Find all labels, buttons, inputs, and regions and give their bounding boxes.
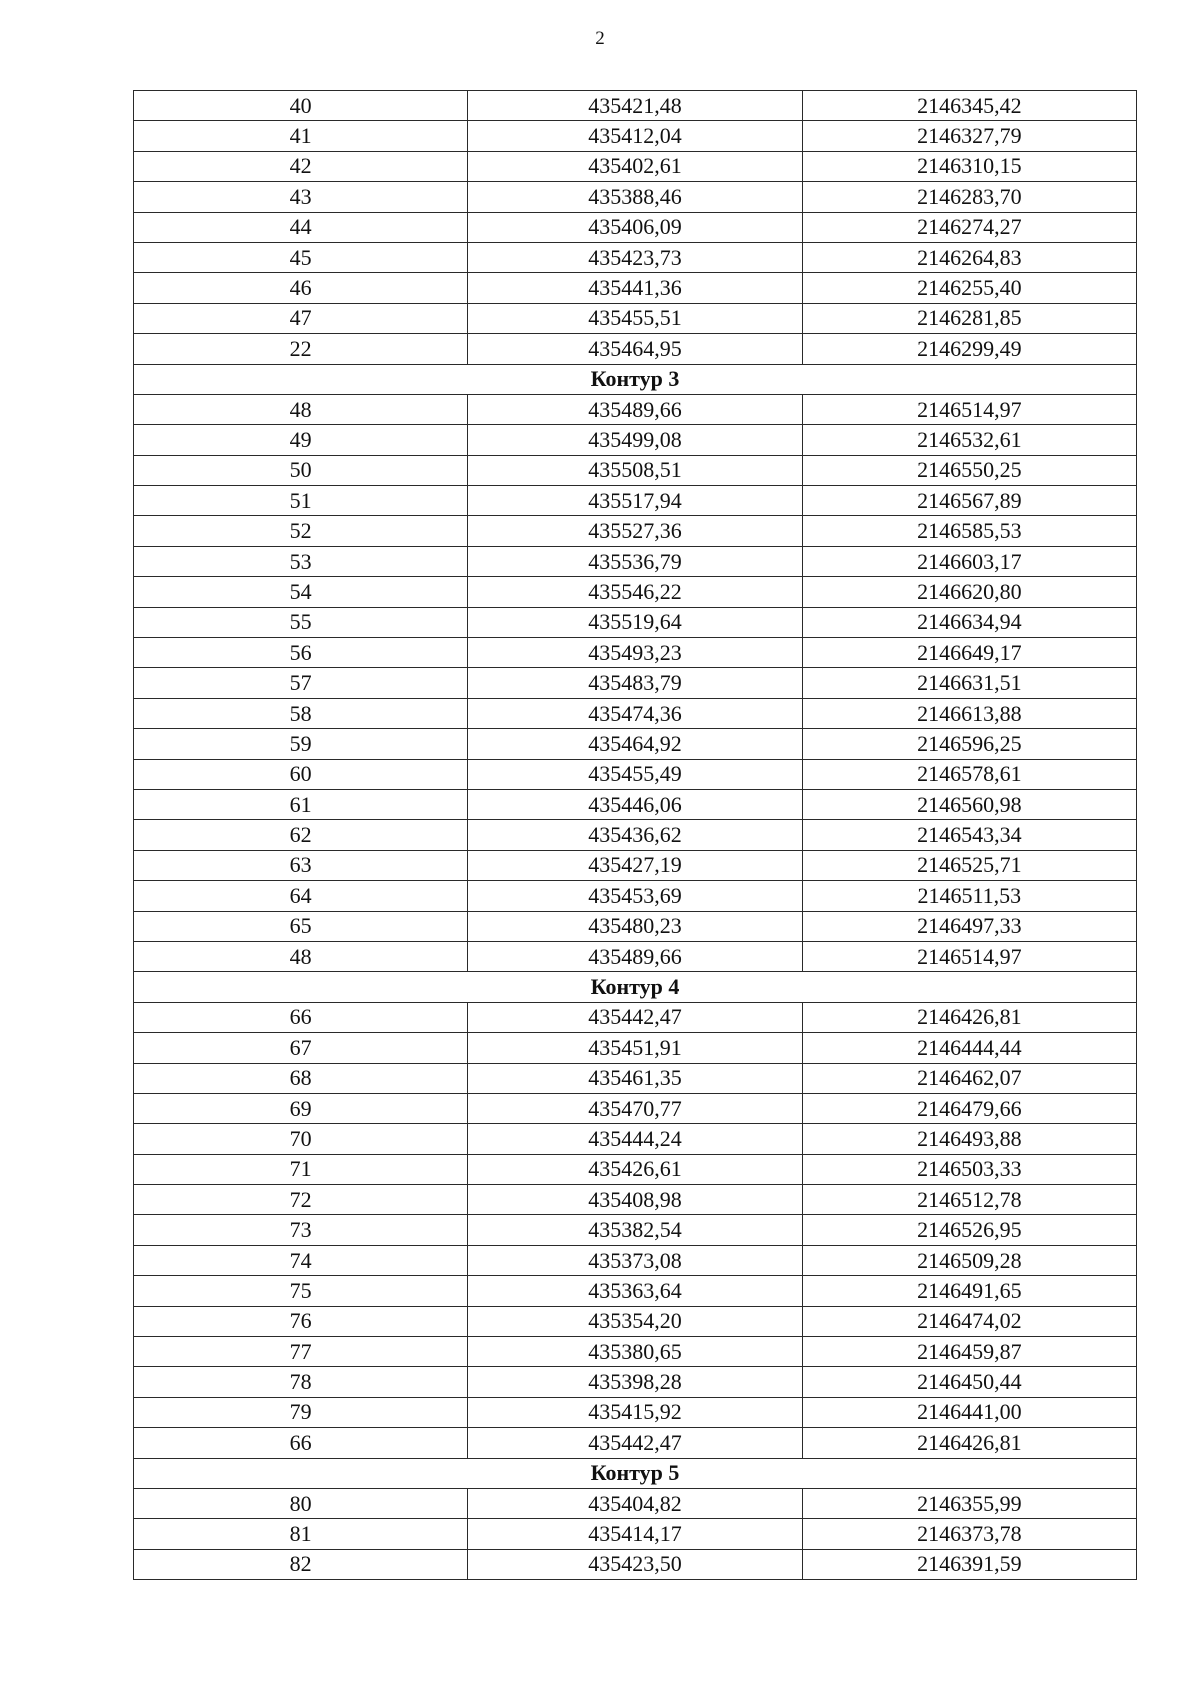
x-coordinate-cell: 435442,47 [468, 1002, 802, 1032]
x-coordinate-cell: 435421,48 [468, 91, 802, 121]
x-coordinate-cell: 435426,61 [468, 1154, 802, 1184]
table-row [134, 1519, 1137, 1549]
y-coordinate-cell: 2146283,70 [802, 182, 1136, 212]
table-row [134, 546, 1137, 576]
section-title: Контур 5 [134, 1458, 1137, 1488]
point-number-cell: 65 [134, 911, 468, 941]
point-number-cell: 52 [134, 516, 468, 546]
x-coordinate-cell: 435499,08 [468, 425, 802, 455]
y-coordinate-cell: 2146585,53 [802, 516, 1136, 546]
table-row [134, 1093, 1137, 1123]
table-row [134, 1154, 1137, 1184]
y-coordinate-cell: 2146274,27 [802, 212, 1136, 242]
x-coordinate-cell: 435451,91 [468, 1033, 802, 1063]
y-coordinate-cell: 2146255,40 [802, 273, 1136, 303]
point-number-cell: 49 [134, 425, 468, 455]
x-coordinate-cell: 435406,09 [468, 212, 802, 242]
x-coordinate-cell: 435546,22 [468, 577, 802, 607]
x-coordinate-cell: 435455,51 [468, 303, 802, 333]
y-coordinate-cell: 2146497,33 [802, 911, 1136, 941]
x-coordinate-cell: 435464,92 [468, 729, 802, 759]
table-row [134, 486, 1137, 516]
x-coordinate-cell: 435388,46 [468, 182, 802, 212]
x-coordinate-cell: 435415,92 [468, 1397, 802, 1427]
y-coordinate-cell: 2146543,34 [802, 820, 1136, 850]
point-number-cell: 50 [134, 455, 468, 485]
point-number-cell: 58 [134, 698, 468, 728]
point-number-cell: 73 [134, 1215, 468, 1245]
x-coordinate-cell: 435527,36 [468, 516, 802, 546]
x-coordinate-cell: 435446,06 [468, 789, 802, 819]
x-coordinate-cell: 435483,79 [468, 668, 802, 698]
point-number-cell: 41 [134, 121, 468, 151]
point-number-cell: 63 [134, 850, 468, 880]
y-coordinate-cell: 2146264,83 [802, 242, 1136, 272]
point-number-cell: 42 [134, 151, 468, 181]
table-row [134, 212, 1137, 242]
point-number-cell: 62 [134, 820, 468, 850]
table-row [134, 1549, 1137, 1579]
table-row [134, 698, 1137, 728]
table-row [134, 1033, 1137, 1063]
x-coordinate-cell: 435453,69 [468, 881, 802, 911]
table-row [134, 1306, 1137, 1336]
point-number-cell: 66 [134, 1428, 468, 1458]
y-coordinate-cell: 2146479,66 [802, 1093, 1136, 1123]
point-number-cell: 51 [134, 486, 468, 516]
point-number-cell: 45 [134, 242, 468, 272]
table-row [134, 151, 1137, 181]
point-number-cell: 48 [134, 941, 468, 971]
x-coordinate-cell: 435398,28 [468, 1367, 802, 1397]
y-coordinate-cell: 2146567,89 [802, 486, 1136, 516]
x-coordinate-cell: 435461,35 [468, 1063, 802, 1093]
y-coordinate-cell: 2146281,85 [802, 303, 1136, 333]
point-number-cell: 22 [134, 334, 468, 364]
y-coordinate-cell: 2146560,98 [802, 789, 1136, 819]
table-row [134, 1215, 1137, 1245]
point-number-cell: 71 [134, 1154, 468, 1184]
table-row [134, 1337, 1137, 1367]
y-coordinate-cell: 2146474,02 [802, 1306, 1136, 1336]
coordinates-table [133, 90, 1137, 1580]
table-row [134, 789, 1137, 819]
table-row [134, 820, 1137, 850]
x-coordinate-cell: 435464,95 [468, 334, 802, 364]
point-number-cell: 80 [134, 1488, 468, 1518]
x-coordinate-cell: 435493,23 [468, 638, 802, 668]
table-row [134, 1124, 1137, 1154]
x-coordinate-cell: 435517,94 [468, 486, 802, 516]
table-row [134, 607, 1137, 637]
point-number-cell: 56 [134, 638, 468, 668]
point-number-cell: 69 [134, 1093, 468, 1123]
table-row [134, 941, 1137, 971]
point-number-cell: 55 [134, 607, 468, 637]
table-row [134, 394, 1137, 424]
y-coordinate-cell: 2146426,81 [802, 1002, 1136, 1032]
table-row [134, 577, 1137, 607]
point-number-cell: 53 [134, 546, 468, 576]
table-row [134, 638, 1137, 668]
point-number-cell: 77 [134, 1337, 468, 1367]
y-coordinate-cell: 2146299,49 [802, 334, 1136, 364]
point-number-cell: 82 [134, 1549, 468, 1579]
y-coordinate-cell: 2146526,95 [802, 1215, 1136, 1245]
point-number-cell: 44 [134, 212, 468, 242]
x-coordinate-cell: 435442,47 [468, 1428, 802, 1458]
y-coordinate-cell: 2146355,99 [802, 1488, 1136, 1518]
x-coordinate-cell: 435423,50 [468, 1549, 802, 1579]
x-coordinate-cell: 435402,61 [468, 151, 802, 181]
y-coordinate-cell: 2146634,94 [802, 607, 1136, 637]
table-row [134, 425, 1137, 455]
x-coordinate-cell: 435489,66 [468, 941, 802, 971]
table-row [134, 1428, 1137, 1458]
point-number-cell: 74 [134, 1245, 468, 1275]
section-title: Контур 3 [134, 364, 1137, 394]
table-row [134, 1245, 1137, 1275]
y-coordinate-cell: 2146459,87 [802, 1337, 1136, 1367]
x-coordinate-cell: 435489,66 [468, 394, 802, 424]
table-row [134, 911, 1137, 941]
x-coordinate-cell: 435470,77 [468, 1093, 802, 1123]
x-coordinate-cell: 435444,24 [468, 1124, 802, 1154]
section-row [134, 1458, 1137, 1488]
point-number-cell: 57 [134, 668, 468, 698]
y-coordinate-cell: 2146373,78 [802, 1519, 1136, 1549]
y-coordinate-cell: 2146444,44 [802, 1033, 1136, 1063]
table-row [134, 668, 1137, 698]
point-number-cell: 67 [134, 1033, 468, 1063]
y-coordinate-cell: 2146514,97 [802, 941, 1136, 971]
x-coordinate-cell: 435380,65 [468, 1337, 802, 1367]
table-row [134, 1063, 1137, 1093]
y-coordinate-cell: 2146493,88 [802, 1124, 1136, 1154]
point-number-cell: 59 [134, 729, 468, 759]
table-row [134, 881, 1137, 911]
y-coordinate-cell: 2146310,15 [802, 151, 1136, 181]
x-coordinate-cell: 435423,73 [468, 242, 802, 272]
table-row [134, 1276, 1137, 1306]
x-coordinate-cell: 435455,49 [468, 759, 802, 789]
table-row [134, 121, 1137, 151]
x-coordinate-cell: 435441,36 [468, 273, 802, 303]
point-number-cell: 70 [134, 1124, 468, 1154]
y-coordinate-cell: 2146345,42 [802, 91, 1136, 121]
y-coordinate-cell: 2146512,78 [802, 1185, 1136, 1215]
table-row [134, 1397, 1137, 1427]
x-coordinate-cell: 435412,04 [468, 121, 802, 151]
table-row [134, 1488, 1137, 1518]
section-row [134, 364, 1137, 394]
x-coordinate-cell: 435354,20 [468, 1306, 802, 1336]
y-coordinate-cell: 2146550,25 [802, 455, 1136, 485]
point-number-cell: 78 [134, 1367, 468, 1397]
point-number-cell: 64 [134, 881, 468, 911]
point-number-cell: 54 [134, 577, 468, 607]
table-row [134, 242, 1137, 272]
x-coordinate-cell: 435427,19 [468, 850, 802, 880]
x-coordinate-cell: 435519,64 [468, 607, 802, 637]
x-coordinate-cell: 435414,17 [468, 1519, 802, 1549]
point-number-cell: 47 [134, 303, 468, 333]
table-row [134, 1367, 1137, 1397]
table-row [134, 273, 1137, 303]
section-title: Контур 4 [134, 972, 1137, 1002]
table-row [134, 516, 1137, 546]
table-row [134, 303, 1137, 333]
table-row [134, 91, 1137, 121]
point-number-cell: 75 [134, 1276, 468, 1306]
section-row [134, 972, 1137, 1002]
x-coordinate-cell: 435404,82 [468, 1488, 802, 1518]
x-coordinate-cell: 435474,36 [468, 698, 802, 728]
point-number-cell: 40 [134, 91, 468, 121]
point-number-cell: 66 [134, 1002, 468, 1032]
x-coordinate-cell: 435408,98 [468, 1185, 802, 1215]
x-coordinate-cell: 435508,51 [468, 455, 802, 485]
table-row [134, 334, 1137, 364]
y-coordinate-cell: 2146441,00 [802, 1397, 1136, 1427]
y-coordinate-cell: 2146450,44 [802, 1367, 1136, 1397]
table-row [134, 182, 1137, 212]
y-coordinate-cell: 2146327,79 [802, 121, 1136, 151]
point-number-cell: 46 [134, 273, 468, 303]
table-row [134, 850, 1137, 880]
y-coordinate-cell: 2146525,71 [802, 850, 1136, 880]
table-row [134, 759, 1137, 789]
y-coordinate-cell: 2146613,88 [802, 698, 1136, 728]
y-coordinate-cell: 2146462,07 [802, 1063, 1136, 1093]
point-number-cell: 43 [134, 182, 468, 212]
table-row [134, 1002, 1137, 1032]
x-coordinate-cell: 435480,23 [468, 911, 802, 941]
x-coordinate-cell: 435536,79 [468, 546, 802, 576]
x-coordinate-cell: 435363,64 [468, 1276, 802, 1306]
table-row [134, 455, 1137, 485]
x-coordinate-cell: 435436,62 [468, 820, 802, 850]
y-coordinate-cell: 2146631,51 [802, 668, 1136, 698]
y-coordinate-cell: 2146596,25 [802, 729, 1136, 759]
point-number-cell: 81 [134, 1519, 468, 1549]
y-coordinate-cell: 2146603,17 [802, 546, 1136, 576]
point-number-cell: 72 [134, 1185, 468, 1215]
table-row [134, 729, 1137, 759]
point-number-cell: 76 [134, 1306, 468, 1336]
y-coordinate-cell: 2146649,17 [802, 638, 1136, 668]
page-number: 2 [595, 28, 605, 49]
y-coordinate-cell: 2146503,33 [802, 1154, 1136, 1184]
table-row [134, 1185, 1137, 1215]
y-coordinate-cell: 2146532,61 [802, 425, 1136, 455]
coordinates-table-body [134, 91, 1137, 1580]
y-coordinate-cell: 2146578,61 [802, 759, 1136, 789]
y-coordinate-cell: 2146426,81 [802, 1428, 1136, 1458]
y-coordinate-cell: 2146514,97 [802, 394, 1136, 424]
y-coordinate-cell: 2146620,80 [802, 577, 1136, 607]
y-coordinate-cell: 2146491,65 [802, 1276, 1136, 1306]
x-coordinate-cell: 435382,54 [468, 1215, 802, 1245]
point-number-cell: 61 [134, 789, 468, 819]
y-coordinate-cell: 2146511,53 [802, 881, 1136, 911]
y-coordinate-cell: 2146391,59 [802, 1549, 1136, 1579]
point-number-cell: 79 [134, 1397, 468, 1427]
point-number-cell: 60 [134, 759, 468, 789]
point-number-cell: 48 [134, 394, 468, 424]
point-number-cell: 68 [134, 1063, 468, 1093]
x-coordinate-cell: 435373,08 [468, 1245, 802, 1275]
y-coordinate-cell: 2146509,28 [802, 1245, 1136, 1275]
